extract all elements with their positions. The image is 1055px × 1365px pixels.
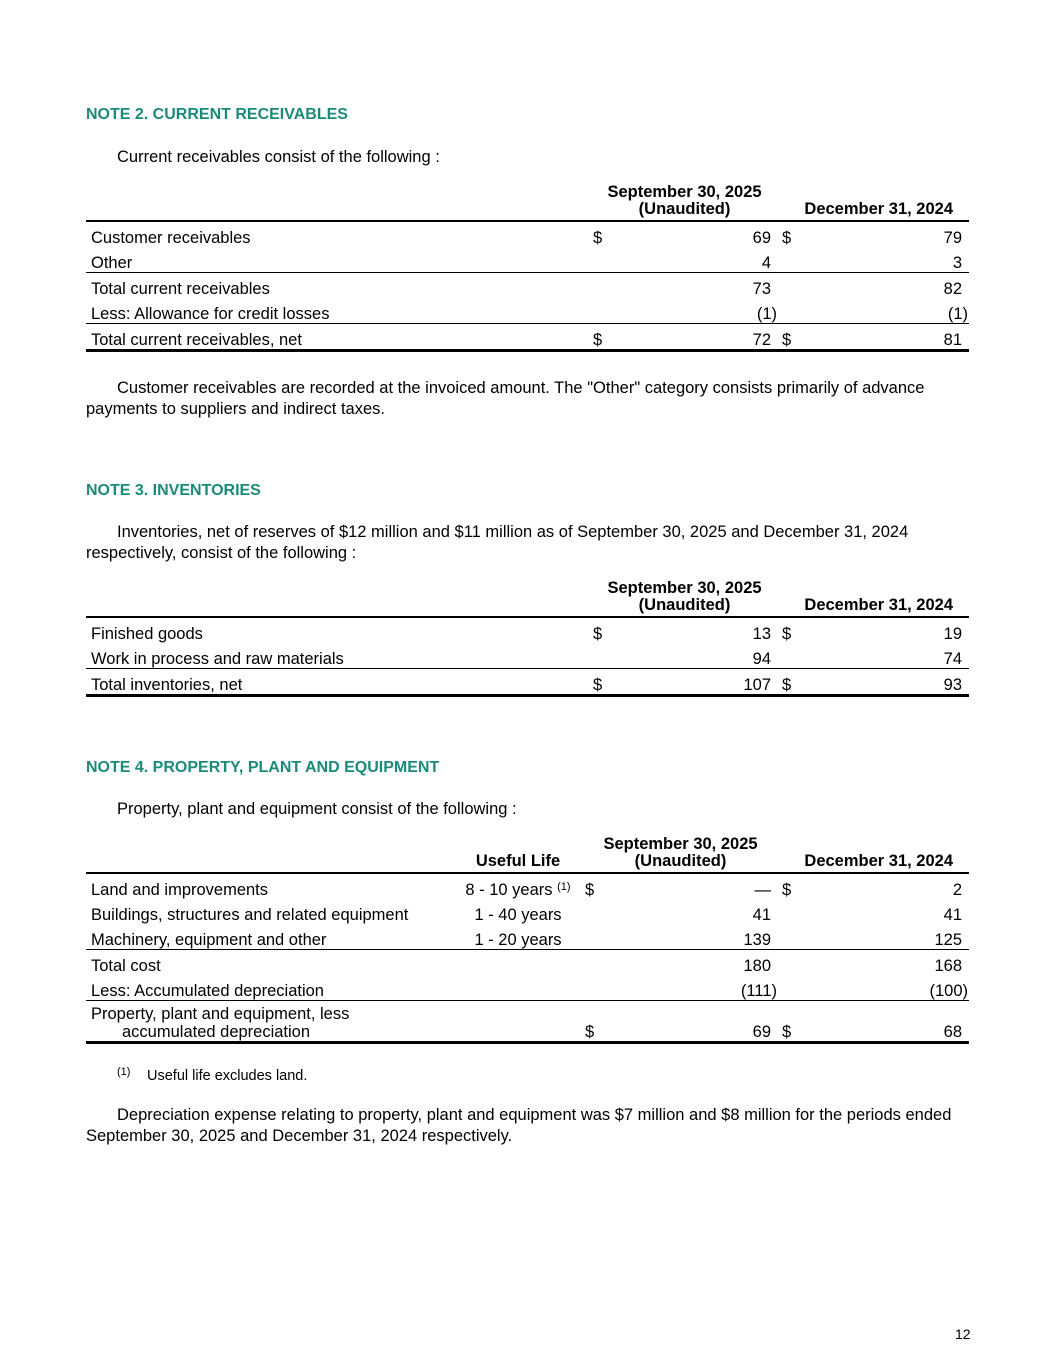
- useful-life: 1 - 40 years: [474, 906, 562, 924]
- value-2024: 41: [943, 906, 963, 924]
- receivables-table: [86, 184, 969, 352]
- footnote-text: Useful life excludes land.: [147, 1068, 308, 1084]
- footnote: [117, 1066, 307, 1084]
- table-header-row: [86, 836, 969, 873]
- inventories-table: [86, 580, 969, 697]
- value-2024: 82: [807, 273, 969, 299]
- note2-paragraph: [86, 378, 968, 420]
- header-dec-2024: December 31, 2024: [779, 836, 969, 873]
- useful-life: [454, 1001, 582, 1043]
- currency-symbol: [779, 899, 807, 924]
- table-row: [86, 975, 969, 1001]
- header-sep-2025-line2: (Unaudited): [638, 596, 731, 614]
- currency-symbol: [590, 643, 618, 669]
- value-2025: —: [754, 881, 771, 899]
- table-row: [86, 899, 969, 924]
- currency-symbol: $: [782, 881, 792, 899]
- header-blank: [86, 184, 590, 221]
- header-blank: [86, 580, 590, 617]
- page-number: 12: [955, 1326, 971, 1342]
- header-sep-2025-line1: September 30, 2025: [603, 835, 758, 853]
- note3-heading: NOTE 3. INVENTORIES: [86, 482, 261, 499]
- table-row: [86, 617, 969, 643]
- note4-intro: Property, plant and equipment consist of the following :: [117, 800, 517, 818]
- value-2025: 13: [752, 625, 771, 643]
- row-label: Less: Allowance for credit losses: [91, 305, 330, 323]
- row-label-line2: accumulated depreciation: [122, 1023, 311, 1041]
- note2-heading: NOTE 2. CURRENT RECEIVABLES: [86, 106, 348, 123]
- header-dec-2024: December 31, 2024: [779, 580, 969, 617]
- value-2024: 2: [952, 881, 963, 899]
- currency-symbol: $: [782, 625, 792, 643]
- value-2025: 4: [761, 254, 771, 272]
- row-label: Land and improvements: [91, 881, 269, 899]
- table-row: [86, 298, 969, 324]
- currency-symbol: $: [779, 324, 807, 351]
- value-2024: 125: [934, 931, 963, 949]
- table-row: [86, 273, 969, 299]
- value-2025: (1): [756, 305, 777, 323]
- value-2024: 93: [807, 669, 969, 696]
- currency-symbol: [590, 247, 618, 273]
- currency-symbol: [779, 950, 807, 976]
- note4-heading: NOTE 4. PROPERTY, PLANT AND EQUIPMENT: [86, 759, 440, 776]
- value-2024: (1): [947, 305, 969, 323]
- value-2025: 94: [752, 650, 771, 668]
- useful-life: 1 - 20 years: [474, 931, 562, 949]
- value-2025: 180: [610, 950, 779, 976]
- table-row: [86, 669, 969, 696]
- value-2024: 3: [952, 254, 963, 272]
- ppe-table: [86, 836, 969, 1044]
- currency-symbol: $: [590, 669, 618, 696]
- currency-symbol: $: [779, 1001, 807, 1043]
- footnote-mark: (1): [117, 1066, 131, 1078]
- currency-symbol: [779, 298, 807, 324]
- currency-symbol: $: [585, 881, 595, 899]
- note4-paragraph: [86, 1105, 968, 1147]
- row-label: Work in process and raw materials: [91, 650, 344, 668]
- currency-symbol: [582, 924, 610, 950]
- note3-paragraph-text: Inventories, net of reserves of $12 million and $11 million as of September 30, 2025 and December 31, 2024 respectively, consist of the following :: [86, 523, 909, 562]
- value-2025: 73: [618, 273, 779, 299]
- value-2024: 68: [807, 1001, 969, 1043]
- value-2025: 139: [743, 931, 771, 949]
- row-label: Total current receivables, net: [86, 324, 590, 351]
- currency-symbol: [582, 975, 610, 1001]
- header-useful-life: Useful Life: [454, 836, 582, 873]
- table-row: [86, 247, 969, 273]
- value-2025: 69: [610, 1001, 779, 1043]
- currency-symbol: $: [593, 625, 603, 643]
- header-dec-2024: December 31, 2024: [779, 184, 969, 221]
- row-label: [86, 1001, 454, 1043]
- value-2024: 19: [943, 625, 963, 643]
- row-label: Total current receivables: [86, 273, 590, 299]
- useful-life-text: 8 - 10 years: [465, 881, 553, 899]
- header-sep-2025-line2: (Unaudited): [634, 852, 727, 870]
- currency-symbol: [590, 298, 618, 324]
- row-label: Total inventories, net: [86, 669, 590, 696]
- table-row: [86, 873, 969, 899]
- currency-symbol: $: [582, 1001, 610, 1043]
- currency-symbol: [779, 975, 807, 1001]
- value-2024: 168: [807, 950, 969, 976]
- header-sep-2025-line2: (Unaudited): [638, 200, 731, 218]
- row-label: Less: Accumulated depreciation: [91, 982, 324, 1000]
- row-label-line1: Property, plant and equipment, less: [91, 1005, 350, 1023]
- header-blank: [86, 836, 454, 873]
- currency-symbol: $: [779, 669, 807, 696]
- currency-symbol: $: [782, 229, 792, 247]
- value-2025: 41: [752, 906, 771, 924]
- currency-symbol: [779, 924, 807, 950]
- row-label: Machinery, equipment and other: [91, 931, 327, 949]
- table-row: [86, 643, 969, 669]
- note2-paragraph-text: Customer receivables are recorded at the invoiced amount. The "Other" category consists primarily of advance payments to suppliers and indirect taxes.: [86, 379, 925, 418]
- header-sep-2025: [590, 580, 779, 617]
- value-2025: (111): [740, 982, 777, 1000]
- value-2024: (100): [929, 982, 969, 1000]
- currency-symbol: [779, 273, 807, 299]
- note2-intro: Current receivables consist of the following :: [117, 148, 440, 166]
- header-sep-2025-line1: September 30, 2025: [607, 579, 762, 597]
- currency-symbol: [779, 247, 807, 273]
- note3-paragraph: [86, 522, 968, 564]
- row-label: Buildings, structures and related equipment: [91, 906, 409, 924]
- currency-symbol: $: [593, 229, 603, 247]
- value-2025: 107: [618, 669, 779, 696]
- footnote-ref: (1): [557, 881, 571, 893]
- table-row: [86, 324, 969, 351]
- note4-paragraph-text: Depreciation expense relating to property, plant and equipment was $7 million and $8 million for the periods ended September 30, 2025 and December 31, 2024 respectively.: [86, 1106, 952, 1145]
- currency-symbol: [590, 273, 618, 299]
- useful-life: [454, 975, 582, 1001]
- currency-symbol: [779, 643, 807, 669]
- table-header-row: [86, 580, 969, 617]
- table-row: [86, 221, 969, 247]
- table-row: [86, 1001, 969, 1043]
- value-2024: 79: [943, 229, 963, 247]
- value-2024: 74: [943, 650, 963, 668]
- value-2025: 69: [752, 229, 771, 247]
- value-2025: 72: [618, 324, 779, 351]
- header-sep-2025: [590, 184, 779, 221]
- table-header-row: [86, 184, 969, 221]
- value-2024: 81: [807, 324, 969, 351]
- row-label: Customer receivables: [91, 229, 251, 247]
- currency-symbol: [582, 899, 610, 924]
- row-label: Total cost: [86, 950, 454, 976]
- header-sep-2025: [582, 836, 779, 873]
- currency-symbol: [582, 950, 610, 976]
- row-label: Finished goods: [91, 625, 203, 643]
- header-sep-2025-line1: September 30, 2025: [607, 183, 762, 201]
- table-row: [86, 924, 969, 950]
- useful-life: [454, 873, 582, 899]
- row-label: Other: [91, 254, 133, 272]
- currency-symbol: $: [590, 324, 618, 351]
- useful-life: [454, 950, 582, 976]
- table-row: [86, 950, 969, 976]
